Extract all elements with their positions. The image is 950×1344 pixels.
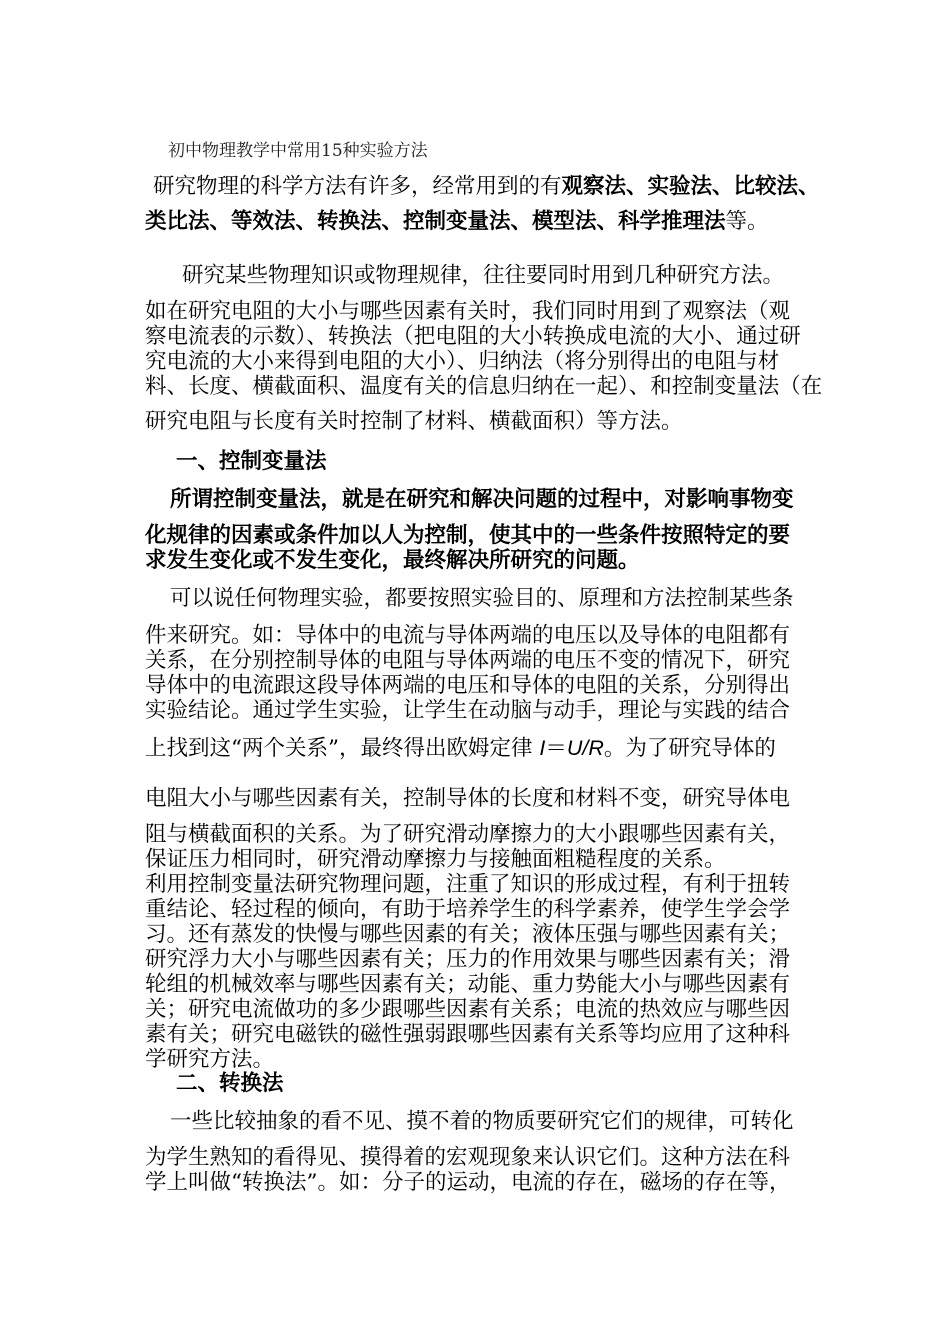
- paragraph-line: 如在研究电阻的大小与哪些因素有关时，我们同时用到了观察法（观: [145, 299, 791, 324]
- methods-emphasis: 观察法、实验法、比较法、: [561, 174, 820, 199]
- intro-line-1: 研究物理的科学方法有许多，经常用到的有观察法、实验法、比较法、: [153, 174, 820, 199]
- paragraph-line: 为学生熟知的看得见、摸得着的宏观现象来认识它们。这种方法在科: [145, 1145, 791, 1170]
- paragraph-line: 素有关；研究电磁铁的磁性强弱跟哪些因素有关系等均应用了这种科: [145, 1022, 791, 1047]
- paragraph-line: 学研究方法。: [145, 1047, 275, 1072]
- paragraph-line: 料、长度、横截面积、温度有关的信息归纳在一起）、和控制变量法（在: [145, 374, 823, 399]
- paragraph-line: 关系，在分别控制导体的电阻与导体两端的电压不变的情况下，研究: [145, 648, 791, 673]
- ohm-formula-I: I: [539, 736, 546, 760]
- paragraph-line: 研究电阻与长度有关时控制了材料、横截面积）等方法。: [145, 409, 683, 434]
- section-heading-conversion: 二、转换法: [176, 1071, 284, 1096]
- paragraph-line: 关；研究电流做功的多少跟哪些因素有关系；电流的热效应与哪些因: [145, 997, 791, 1022]
- paragraph-line: 件来研究。如：导体中的电流与导体两端的电压以及导体的电阻都有: [145, 623, 791, 648]
- intro-line-2: 类比法、等效法、转换法、控制变量法、模型法、科学推理法等。: [145, 209, 769, 234]
- paragraph-line: 导体中的电流跟这段导体两端的电压和导体的电阻的关系，分别得出: [145, 673, 791, 698]
- paragraph-line: 一些比较抽象的看不见、摸不着的物质要研究它们的规律，可转化: [170, 1109, 794, 1134]
- ohm-law-line: 上找到这“两个关系”，最终得出欧姆定律 I＝U/R。为了研究导体的: [145, 736, 776, 761]
- paragraph-line: 研究浮力大小与哪些因素有关；压力的作用效果与哪些因素有关；滑: [145, 947, 791, 972]
- paragraph-line: 轮组的机械效率与哪些因素有关；动能、重力势能大小与哪些因素有: [145, 972, 791, 997]
- ohm-formula-R: R: [588, 736, 604, 760]
- paragraph-line: 究电流的大小来得到电阻的大小）、归纳法（将分别得出的电阻与材: [145, 349, 780, 374]
- section-heading-control-variable: 一、控制变量法: [176, 449, 327, 474]
- paragraph-line: 电阻大小与哪些因素有关，控制导体的长度和材料不变，研究导体电: [145, 786, 791, 811]
- doc-title: 初中物理教学中常用15种实验方法: [168, 141, 428, 161]
- ohm-formula-U: U: [566, 736, 583, 760]
- paragraph-line: 保证压力相同时，研究滑动摩擦力与接触面粗糙程度的关系。: [145, 847, 726, 872]
- definition-line: 化规律的因素或条件加以人为控制，使其中的一些条件按照特定的要: [145, 523, 791, 548]
- paragraph-line: 实验结论。通过学生实验，让学生在动脑与动手，理论与实践的结合: [145, 698, 791, 723]
- definition-line: 求发生变化或不发生变化，最终解决所研究的问题。: [145, 548, 640, 573]
- paragraph-line: 学上叫做“转换法”。如：分子的运动，电流的存在，磁场的存在等，: [145, 1170, 791, 1195]
- paragraph-line: 察电流表的示数）、转换法（把电阻的大小转换成电流的大小、通过研: [145, 324, 801, 349]
- paragraph-line: 阻与横截面积的关系。为了研究滑动摩擦力的大小跟哪些因素有关，: [145, 822, 791, 847]
- paragraph-line: 习。还有蒸发的快慢与哪些因素的有关；液体压强与哪些因素有关；: [145, 922, 791, 947]
- paragraph-line: 利用控制变量法研究物理问题，注重了知识的形成过程，有利于扭转: [145, 872, 791, 897]
- paragraph-line: 可以说任何物理实验，都要按照实验目的、原理和方法控制某些条: [170, 586, 794, 611]
- paragraph-line: 研究某些物理知识或物理规律，往往要同时用到几种研究方法。: [182, 263, 785, 288]
- definition-line: 所谓控制变量法，就是在研究和解决问题的过程中，对影响事物变: [170, 487, 794, 512]
- methods-emphasis: 类比法、等效法、转换法、控制变量法、模型法、科学推理法: [145, 209, 726, 234]
- paragraph-line: 重结论、轻过程的倾向，有助于培养学生的科学素养，使学生学会学: [145, 897, 791, 922]
